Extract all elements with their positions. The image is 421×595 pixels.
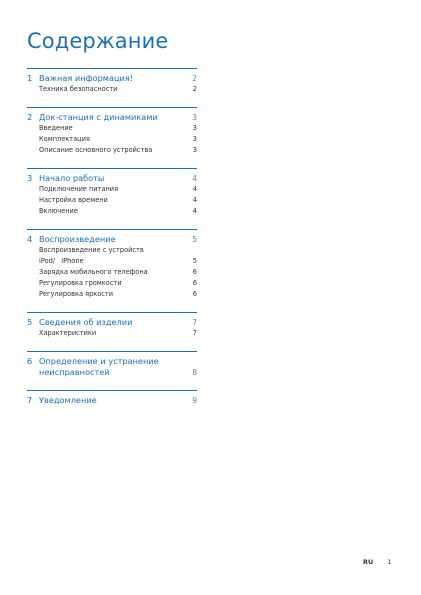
section-title: Уведомление [39, 395, 97, 405]
section-page: 3 [192, 113, 197, 122]
section-title: Важная информация! [39, 73, 134, 83]
item-title: Характеристики [39, 329, 97, 337]
item-page: 6 [192, 268, 197, 276]
item-title: Введение [39, 124, 73, 132]
toc-section-heading[interactable] [27, 234, 197, 245]
toc-items [39, 84, 197, 95]
toc-section-heading[interactable] [27, 73, 197, 84]
toc-section [27, 351, 197, 378]
toc-section-heading[interactable] [27, 317, 197, 328]
section-number: 3 [27, 173, 33, 183]
toc-item[interactable] [39, 278, 197, 289]
section-number: 2 [27, 112, 33, 122]
section-title: Определение и устранение неисправностей [39, 356, 159, 377]
section-title: Сведения об изделии [39, 317, 133, 327]
toc-items [39, 245, 197, 300]
toc-item[interactable] [39, 267, 197, 278]
item-page: 5 [192, 257, 197, 265]
item-page: 4 [192, 196, 197, 204]
toc-section-heading[interactable] [27, 173, 197, 184]
section-number: 1 [27, 73, 33, 83]
toc-section [27, 390, 197, 406]
item-title: Описание основного устройства [39, 146, 153, 154]
item-page: 6 [192, 279, 197, 287]
item-title: Включение [39, 207, 78, 215]
language-code: RU [363, 558, 374, 566]
table-of-contents [27, 68, 197, 418]
toc-section [27, 107, 197, 156]
section-page: 9 [192, 396, 197, 405]
toc-section-heading[interactable] [27, 395, 197, 406]
section-page: 2 [192, 74, 197, 83]
toc-item[interactable] [39, 206, 197, 217]
page-title: Содержание [27, 29, 169, 53]
item-title: Комплектация [39, 135, 90, 143]
toc-item[interactable] [39, 123, 197, 134]
item-title: Подключение питания [39, 185, 119, 193]
section-page: 8 [192, 368, 197, 377]
item-page: 4 [192, 185, 197, 193]
toc-items [39, 184, 197, 217]
section-number: 6 [27, 356, 33, 366]
item-title: Регулировка яркости [39, 290, 114, 298]
item-page: 3 [192, 135, 197, 143]
section-title: Док-станция с динамиками [39, 112, 158, 122]
section-number: 4 [27, 234, 33, 244]
toc-section-heading[interactable] [27, 356, 197, 378]
toc-section-heading[interactable] [27, 112, 197, 123]
item-page: 2 [192, 85, 197, 93]
toc-item[interactable] [39, 195, 197, 206]
item-title: Зарядка мобильного телефона [39, 268, 148, 276]
section-page: 7 [192, 318, 197, 327]
page-number: 1 [387, 558, 392, 566]
item-page: 4 [192, 207, 197, 215]
section-page: 4 [192, 174, 197, 183]
item-page: 3 [192, 146, 197, 154]
toc-item[interactable] [39, 328, 197, 339]
section-title: Начало работы [39, 173, 105, 183]
item-title: Техника безопасности [39, 85, 118, 93]
toc-item[interactable] [39, 134, 197, 145]
toc-item[interactable] [39, 145, 197, 156]
item-title: Воспроизведение с устройств iPod/ iPhone [39, 246, 144, 265]
item-page: 6 [192, 290, 197, 298]
item-title: Настройка времени [39, 196, 108, 204]
section-page: 5 [192, 235, 197, 244]
item-title: Регулировка громкости [39, 279, 122, 287]
item-page: 3 [192, 124, 197, 132]
toc-section [27, 68, 197, 95]
toc-section [27, 312, 197, 339]
toc-section [27, 168, 197, 217]
item-page: 7 [192, 329, 197, 337]
section-number: 7 [27, 395, 33, 405]
toc-items [39, 328, 197, 339]
toc-item[interactable] [39, 245, 197, 267]
section-title: Воспроизведение [39, 234, 116, 244]
toc-item[interactable] [39, 84, 197, 95]
toc-items [39, 123, 197, 156]
toc-item[interactable] [39, 289, 197, 300]
page-footer [363, 558, 391, 566]
toc-section [27, 229, 197, 300]
section-number: 5 [27, 317, 33, 327]
toc-item[interactable] [39, 184, 197, 195]
